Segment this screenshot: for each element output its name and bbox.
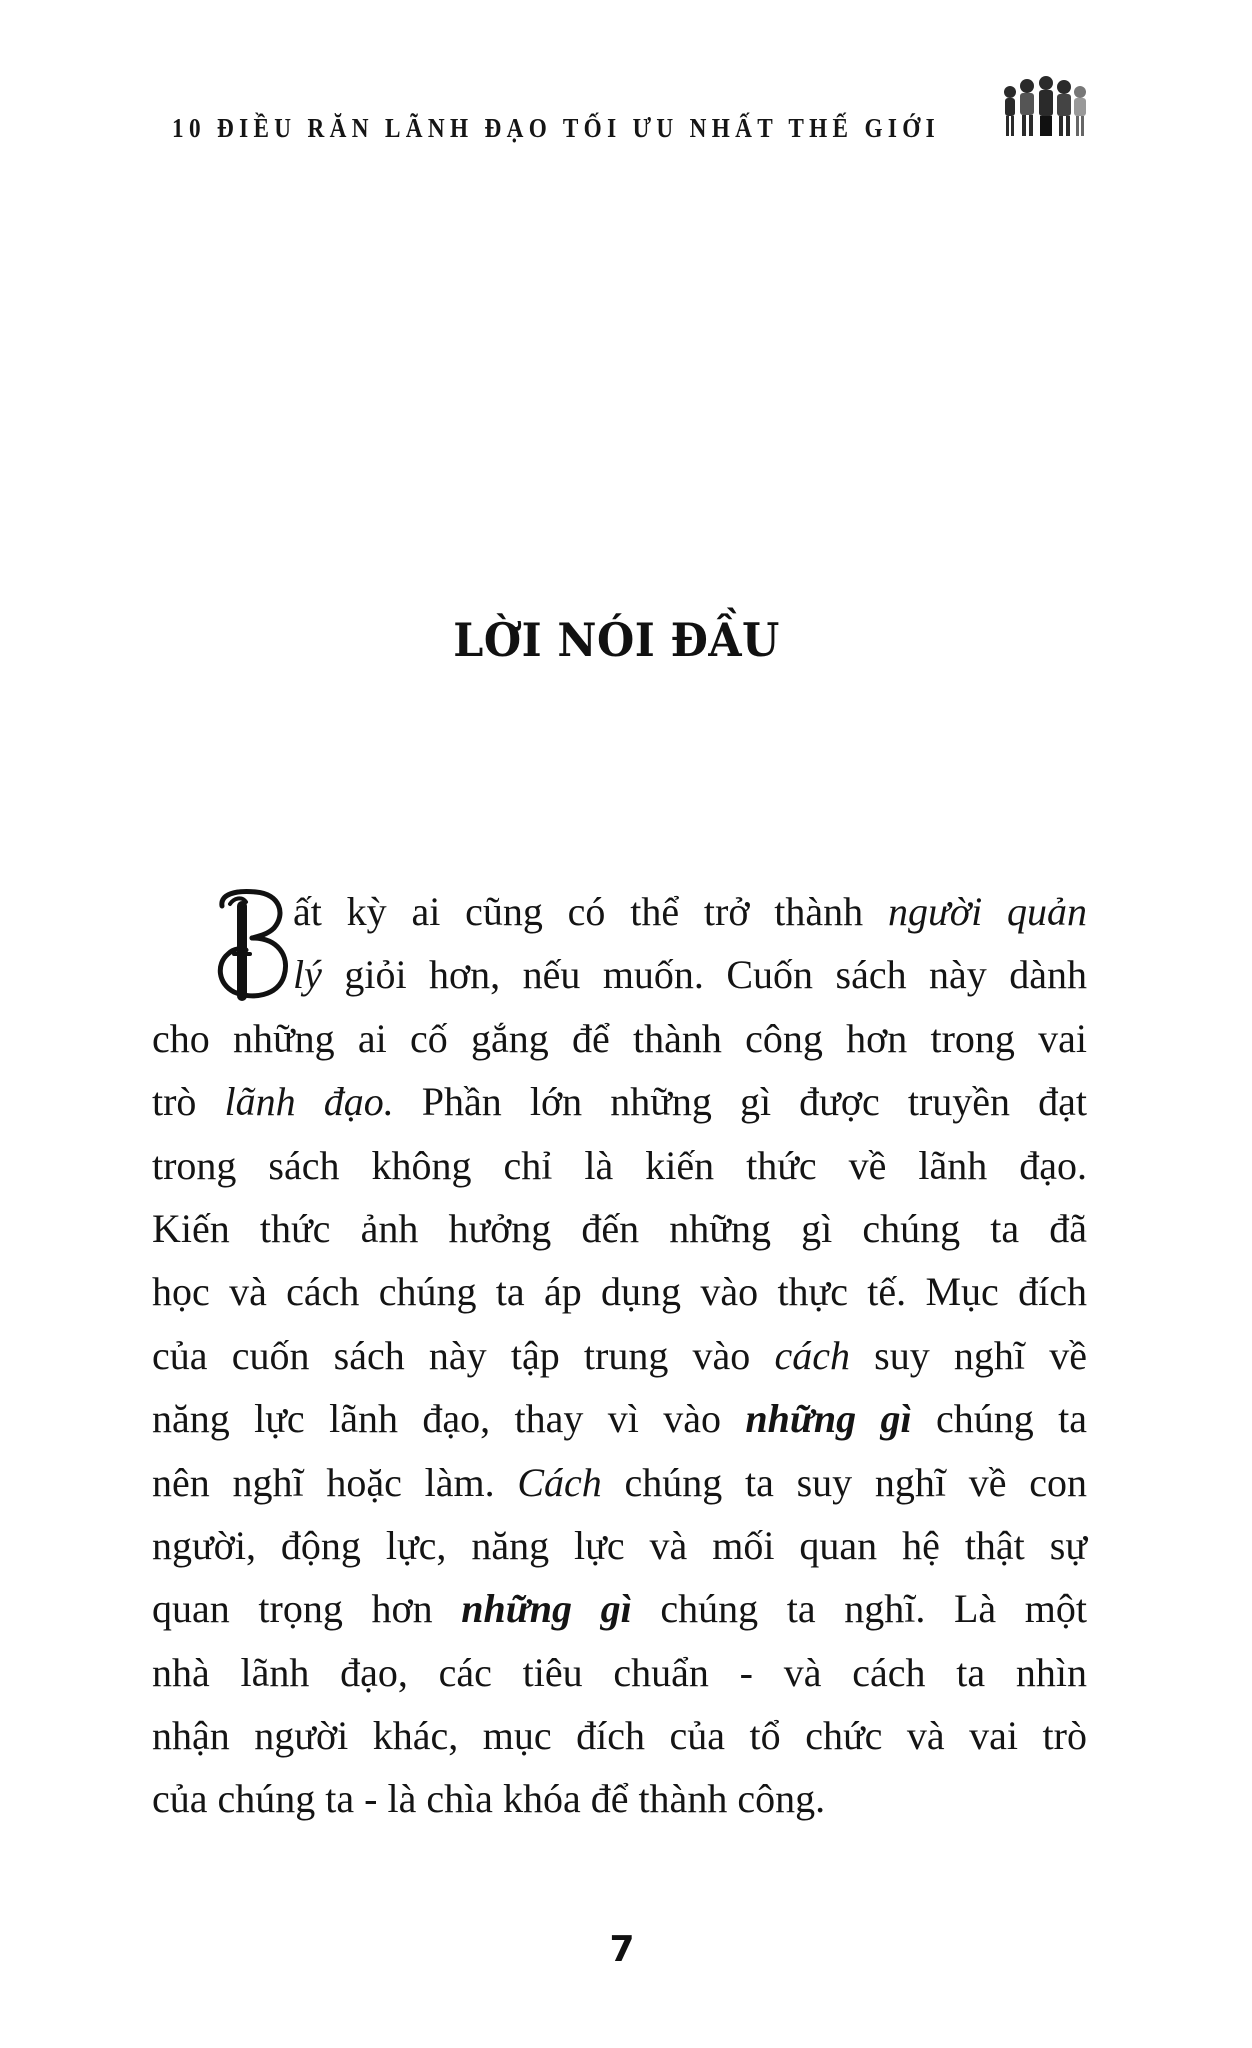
text-run: giỏi hơn, nếu muốn. Cuốn sách này dành (321, 952, 1087, 998)
text-run: chúng ta (911, 1396, 1088, 1442)
text-line (152, 1197, 1087, 1260)
emphasis-text: Cách (517, 1459, 602, 1505)
text-line (152, 1451, 1087, 1514)
emphasis-text: những gì (461, 1586, 632, 1632)
text-run: chúng ta nghĩ. Là một (631, 1586, 1087, 1632)
text-line (152, 943, 1087, 1006)
text-line (152, 1324, 1087, 1387)
text-run: của cuốn sách này tập trung vào (152, 1332, 775, 1378)
text-line (152, 880, 1087, 943)
text-line (152, 1387, 1087, 1450)
page-number: 7 (609, 1929, 635, 1970)
chapter-title (0, 612, 1252, 668)
emphasis-text: cách (774, 1332, 850, 1378)
text-run: cho những ai cố gắng để thành công hơn trong vai (152, 1015, 1087, 1061)
emphasis-text: những gì (745, 1396, 912, 1442)
text-run: của chúng ta - là chìa khóa để thành công. (152, 1776, 826, 1822)
text-line (152, 1767, 1087, 1830)
text-line (152, 1577, 1087, 1640)
text-line (152, 1641, 1087, 1704)
text-line (152, 1070, 1087, 1133)
emphasis-text: lãnh đạo. (224, 1079, 394, 1125)
group-of-people-icon (1000, 76, 1092, 138)
text-line (152, 1514, 1087, 1577)
text-run: chúng ta suy nghĩ về con (601, 1459, 1087, 1505)
chapter-title-text: LỜI NÓI ĐẦU (453, 613, 781, 667)
text-run: trong sách không chỉ là kiến thức về lãnh đạo. (152, 1142, 1087, 1188)
text-run: Phần lớn những gì được truyền đạt (393, 1079, 1087, 1125)
running-header: 10 ĐIỀU RĂN LÃNH ĐẠO TỐI ƯU NHẤT THẾ GIỚI (172, 113, 941, 143)
text-run: quan trọng hơn (152, 1586, 462, 1632)
text-run: năng lực lãnh đạo, thay vì vào (152, 1396, 746, 1442)
body-paragraph (152, 880, 1087, 1831)
text-line (152, 1134, 1087, 1197)
text-run: suy nghĩ về (849, 1332, 1087, 1378)
emphasis-text: lý (293, 952, 322, 998)
text-run: nhà lãnh đạo, các tiêu chuẩn - và cách ta nhìn (152, 1649, 1087, 1695)
emphasis-text: người quản (887, 889, 1088, 934)
text-run: nhận người khác, mục đích của tổ chức và vai trò (152, 1713, 1087, 1759)
text-line (152, 1260, 1087, 1323)
text-run: nên nghĩ hoặc làm. (152, 1459, 518, 1505)
text-line (152, 1704, 1087, 1767)
text-line (152, 1007, 1087, 1070)
text-run: người, động lực, năng lực và mối quan hệ thật sự (152, 1522, 1087, 1568)
text-run: học và cách chúng ta áp dụng vào thực tế. Mục đích (152, 1269, 1087, 1315)
text-run: trò (152, 1079, 225, 1125)
text-run: Kiến thức ảnh hưởng đến những gì chúng ta đã (152, 1205, 1087, 1251)
text-run: ất kỳ ai cũng có thể trở thành (293, 889, 888, 934)
